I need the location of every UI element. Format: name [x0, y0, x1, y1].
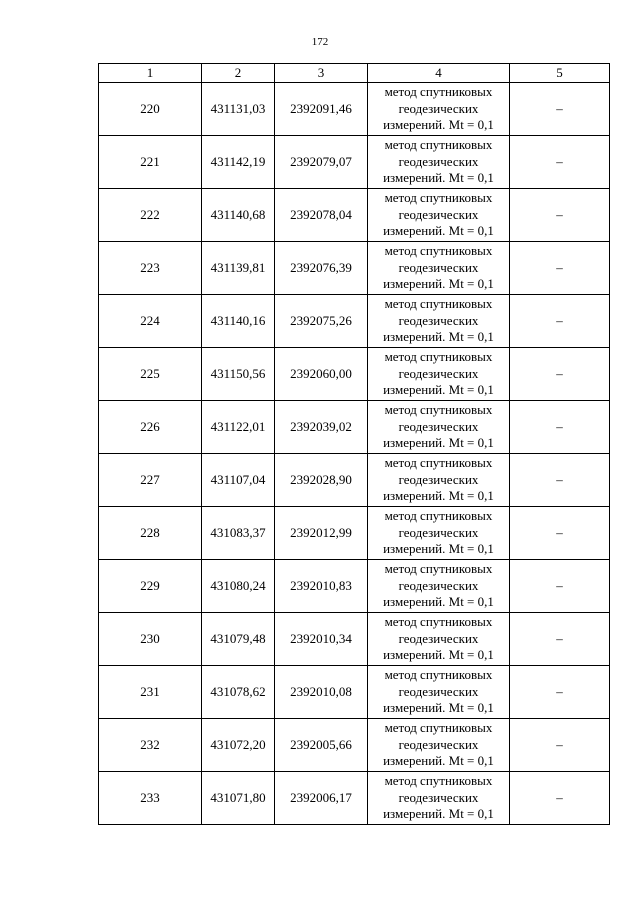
x-coordinate-cell: 431122,01	[202, 401, 275, 454]
method-cell: метод спутниковых геодезических измерений. Mt = 0,1	[368, 613, 510, 666]
table-row	[99, 560, 610, 613]
y-coordinate-cell: 2392005,66	[275, 719, 368, 772]
note-cell: –	[510, 401, 610, 454]
point-number-cell: 229	[99, 560, 202, 613]
x-coordinate-cell: 431150,56	[202, 348, 275, 401]
method-cell: метод спутниковых геодезических измерений. Mt = 0,1	[368, 136, 510, 189]
note-cell: –	[510, 83, 610, 136]
method-cell: метод спутниковых геодезических измерений. Mt = 0,1	[368, 189, 510, 242]
method-cell: метод спутниковых геодезических измерений. Mt = 0,1	[368, 454, 510, 507]
y-coordinate-cell: 2392075,26	[275, 295, 368, 348]
x-coordinate-cell: 431107,04	[202, 454, 275, 507]
note-cell: –	[510, 772, 610, 825]
note-cell: –	[510, 719, 610, 772]
point-number-cell: 228	[99, 507, 202, 560]
note-cell: –	[510, 242, 610, 295]
header-col-2: 2	[202, 64, 275, 83]
y-coordinate-cell: 2392006,17	[275, 772, 368, 825]
method-cell: метод спутниковых геодезических измерений. Mt = 0,1	[368, 348, 510, 401]
y-coordinate-cell: 2392076,39	[275, 242, 368, 295]
coordinates-table	[98, 63, 610, 825]
x-coordinate-cell: 431079,48	[202, 613, 275, 666]
point-number-cell: 230	[99, 613, 202, 666]
y-coordinate-cell: 2392010,34	[275, 613, 368, 666]
x-coordinate-cell: 431072,20	[202, 719, 275, 772]
point-number-cell: 220	[99, 83, 202, 136]
x-coordinate-cell: 431142,19	[202, 136, 275, 189]
point-number-cell: 232	[99, 719, 202, 772]
note-cell: –	[510, 507, 610, 560]
table-body	[99, 83, 610, 825]
y-coordinate-cell: 2392078,04	[275, 189, 368, 242]
note-cell: –	[510, 295, 610, 348]
y-coordinate-cell: 2392012,99	[275, 507, 368, 560]
point-number-cell: 226	[99, 401, 202, 454]
method-cell: метод спутниковых геодезических измерений. Mt = 0,1	[368, 507, 510, 560]
x-coordinate-cell: 431131,03	[202, 83, 275, 136]
method-cell: метод спутниковых геодезических измерений. Mt = 0,1	[368, 719, 510, 772]
y-coordinate-cell: 2392010,83	[275, 560, 368, 613]
note-cell: –	[510, 613, 610, 666]
point-number-cell: 224	[99, 295, 202, 348]
note-cell: –	[510, 189, 610, 242]
note-cell: –	[510, 560, 610, 613]
method-cell: метод спутниковых геодезических измерений. Mt = 0,1	[368, 401, 510, 454]
method-cell: метод спутниковых геодезических измерений. Mt = 0,1	[368, 560, 510, 613]
table-row	[99, 772, 610, 825]
header-col-5: 5	[510, 64, 610, 83]
point-number-cell: 231	[99, 666, 202, 719]
point-number-cell: 222	[99, 189, 202, 242]
point-number-cell: 227	[99, 454, 202, 507]
y-coordinate-cell: 2392091,46	[275, 83, 368, 136]
note-cell: –	[510, 136, 610, 189]
method-cell: метод спутниковых геодезических измерений. Mt = 0,1	[368, 242, 510, 295]
table-row	[99, 507, 610, 560]
y-coordinate-cell: 2392028,90	[275, 454, 368, 507]
header-col-1: 1	[99, 64, 202, 83]
table-row	[99, 295, 610, 348]
point-number-cell: 225	[99, 348, 202, 401]
header-col-4: 4	[368, 64, 510, 83]
x-coordinate-cell: 431083,37	[202, 507, 275, 560]
table-row	[99, 83, 610, 136]
method-cell: метод спутниковых геодезических измерений. Mt = 0,1	[368, 666, 510, 719]
y-coordinate-cell: 2392060,00	[275, 348, 368, 401]
x-coordinate-cell: 431078,62	[202, 666, 275, 719]
x-coordinate-cell: 431140,16	[202, 295, 275, 348]
header-col-3: 3	[275, 64, 368, 83]
table-row	[99, 189, 610, 242]
table-row	[99, 666, 610, 719]
note-cell: –	[510, 348, 610, 401]
x-coordinate-cell: 431139,81	[202, 242, 275, 295]
x-coordinate-cell: 431071,80	[202, 772, 275, 825]
x-coordinate-cell: 431080,24	[202, 560, 275, 613]
table-row	[99, 401, 610, 454]
table-row	[99, 242, 610, 295]
table-row	[99, 613, 610, 666]
table-header-row	[99, 64, 610, 83]
point-number-cell: 221	[99, 136, 202, 189]
method-cell: метод спутниковых геодезических измерений. Mt = 0,1	[368, 83, 510, 136]
point-number-cell: 233	[99, 772, 202, 825]
table-row	[99, 719, 610, 772]
note-cell: –	[510, 454, 610, 507]
table-row	[99, 454, 610, 507]
y-coordinate-cell: 2392010,08	[275, 666, 368, 719]
table-row	[99, 136, 610, 189]
note-cell: –	[510, 666, 610, 719]
point-number-cell: 223	[99, 242, 202, 295]
y-coordinate-cell: 2392039,02	[275, 401, 368, 454]
page-number: 172	[311, 36, 329, 48]
x-coordinate-cell: 431140,68	[202, 189, 275, 242]
method-cell: метод спутниковых геодезических измерений. Mt = 0,1	[368, 772, 510, 825]
y-coordinate-cell: 2392079,07	[275, 136, 368, 189]
table-row	[99, 348, 610, 401]
method-cell: метод спутниковых геодезических измерений. Mt = 0,1	[368, 295, 510, 348]
